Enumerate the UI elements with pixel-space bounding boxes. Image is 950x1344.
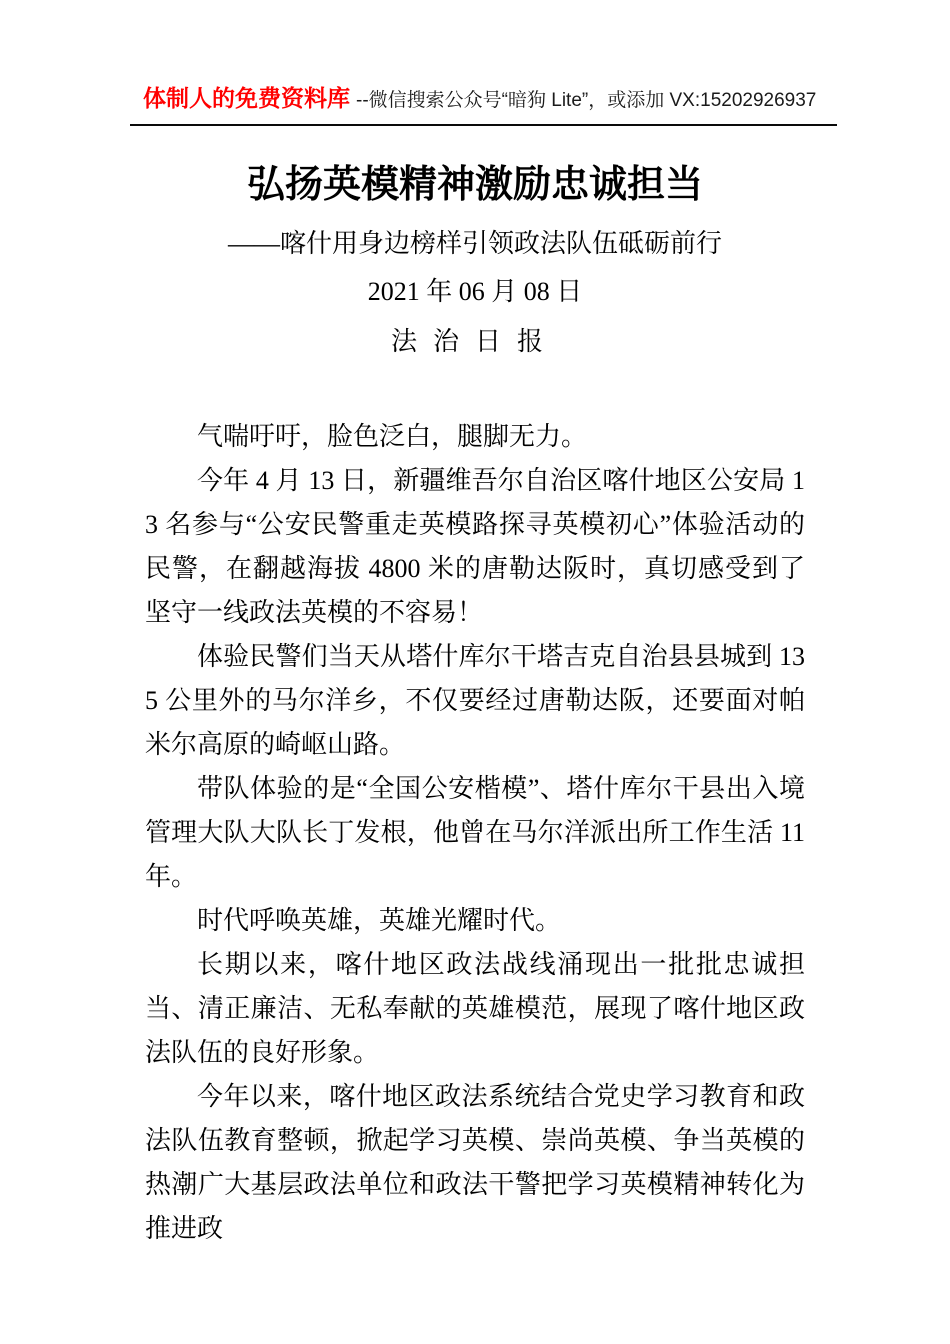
body-paragraph: 今年 4 月 13 日，新疆维吾尔自治区喀什地区公安局 13 名参与“公安民警重走英模路探寻英模初心”体验活动的民警，在翻越海拔 4800 米的唐勒达阪时，真切感受到了坚守一线政法英模的不容易！ — [145, 466, 805, 627]
body-paragraph: 时代呼唤英雄，英雄光耀时代。 — [197, 906, 562, 935]
promo-brand-text: 体制人的免费资料库 — [143, 85, 350, 111]
body-paragraph: 体验民警们当天从塔什库尔干塔吉克自治县县城到 135 公里外的马尔洋乡，不仅要经过唐勒达阪，还要面对帕米尔高原的崎岖山路。 — [145, 642, 805, 759]
body-paragraph: 长期以来，喀什地区政法战线涌现出一批批忠诚担当、清正廉洁、无私奉献的英雄模范，展现了喀什地区政法队伍的良好形象。 — [145, 950, 805, 1067]
body-paragraph: 气喘吁吁，脸色泛白，腿脚无力。 — [197, 422, 588, 451]
article-date: 2021 年 06 月 08 日 — [367, 277, 583, 306]
article-source: 法治日报 — [390, 327, 559, 356]
article-title: 弘扬英模精神激励忠诚担当 — [246, 164, 703, 206]
body-paragraph: 今年以来，喀什地区政法系统结合党史学习教育和政法队伍教育整顿，掀起学习英模、崇尚英模、争当英模的热潮广大基层政法单位和政法干警把学习英模精神转化为推进政 — [145, 1082, 805, 1243]
article-body — [145, 415, 805, 1251]
promo-header — [130, 80, 837, 126]
article-subtitle: ——喀什用身边榜样引领政法队伍砥砺前行 — [227, 229, 722, 258]
promo-contact-text: --微信搜索公众号“暗狗 Lite”，或添加 VX:15202926937 — [356, 90, 817, 111]
promo-header-line — [130, 80, 837, 113]
body-paragraph: 带队体验的是“全国公安楷模”、塔什库尔干县出入境管理大队大队长丁发根，他曾在马尔洋派出所工作生活 11 年。 — [145, 774, 805, 891]
